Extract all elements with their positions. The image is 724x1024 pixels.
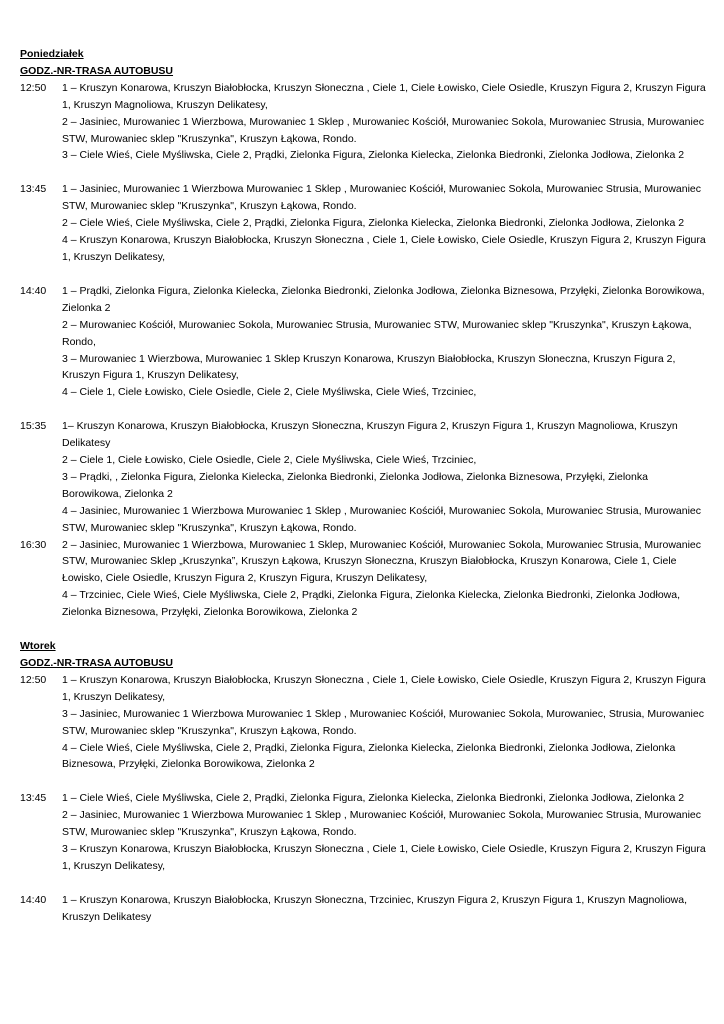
route-entry: 2 – Murowaniec Kościół, Murowaniec Sokola, Murowaniec Strusia, Murowaniec STW, Murowaniec sklep "Kruszynka", Kruszyn Łąkowa, Rondo,: [62, 318, 692, 348]
departure-time: 14:40: [20, 284, 47, 297]
departure-time: 13:45: [20, 792, 47, 805]
route-entry: 1 – Ciele Wieś, Ciele Myśliwska, Ciele 2, Prądki, Zielonka Figura, Zielonka Kielecka, Zielonka Biedronki, Zielonka Jodłowa, Zielonka 2: [62, 792, 685, 805]
departure-time: 12:50: [20, 673, 47, 686]
spacer: [20, 401, 710, 418]
route-entry: 4 – Trzciniec, Ciele Wieś, Ciele Myśliwska, Ciele 2, Prądki, Zielonka Figura, Zielonka Kielecka, Zielonka Biedronki, Zielonka Jodłowa, Zielonka Biznesowa, Przyłęki, Zielonka Borowikowa, Zielonka 2: [62, 589, 681, 619]
route-entry: 4 – Ciele Wieś, Ciele Myśliwska, Ciele 2, Prądki, Zielonka Figura, Zielonka Kielecka, Zielonka Biedronki, Zielonka Jodłowa, Zielonka Biznesowa, Przyłęki, Zielonka Borowikowa, Zielonka 2: [62, 741, 676, 771]
time-block: [20, 283, 710, 401]
spacer: [20, 875, 710, 892]
route-entry: 2 – Jasiniec, Murowaniec 1 Wierzbowa Murowaniec 1 Sklep , Murowaniec Kościół, Murowaniec Sokola, Murowaniec Strusia, Murowaniec STW, Murowaniec sklep "Kruszynka", Kruszyn Łąkowa, Rondo.: [62, 809, 702, 839]
time-block: [20, 181, 710, 266]
route-list: [62, 790, 710, 875]
time-block: [20, 790, 710, 875]
time-block: [20, 537, 710, 622]
spacer: [20, 773, 710, 790]
day-section: [20, 638, 710, 926]
spacer: [20, 164, 710, 181]
route-list: [62, 672, 710, 773]
route-entry: 1 – Kruszyn Konarowa, Kruszyn Białobłocka, Kruszyn Słoneczna, Trzciniec, Kruszyn Figura 2, Kruszyn Figura 1, Kruszyn Magnoliowa, Kruszyn Delikatesy: [62, 893, 688, 923]
time-block: [20, 418, 710, 536]
route-list: [62, 80, 710, 165]
day-title: Poniedziałek: [20, 48, 84, 60]
time-block: [20, 892, 710, 926]
route-list: [62, 892, 710, 926]
route-entry: 1 – Kruszyn Konarowa, Kruszyn Białobłocka, Kruszyn Słoneczna , Ciele 1, Ciele Łowisko, Ciele Osiedle, Kruszyn Figura 2, Kruszyn Figura 1, Kruszyn Magnoliowa, Kruszyn Delikatesy,: [62, 81, 706, 111]
time-block: [20, 672, 710, 773]
route-entry: 3 – Murowaniec 1 Wierzbowa, Murowaniec 1 Sklep Kruszyn Konarowa, Kruszyn Białobłocka, Kruszyn Słoneczna, Kruszyn Figura 2, Kruszyn Figura 1, Kruszyn Delikatesy,: [62, 352, 676, 382]
schedule-document: [20, 46, 710, 926]
time-block: [20, 80, 710, 165]
departure-time: 15:35: [20, 420, 47, 433]
route-entry: 3 – Kruszyn Konarowa, Kruszyn Białobłocka, Kruszyn Słoneczna , Ciele 1, Ciele Łowisko, Ciele Osiedle, Kruszyn Figura 2, Kruszyn Figura 1, Kruszyn Delikatesy,: [62, 843, 706, 872]
route-entry: 2 – Ciele 1, Ciele Łowisko, Ciele Osiedle, Ciele 2, Ciele Myśliwska, Ciele Wieś, Trzciniec,: [62, 454, 477, 467]
day-section: [20, 46, 710, 621]
departure-time: 12:50: [20, 81, 47, 94]
route-entry: 2 – Jasiniec, Murowaniec 1 Wierzbowa, Murowaniec 1 Sklep , Murowaniec Kościół, Murowaniec Sokola, Murowaniec Strusia, Murowaniec STW, Murowaniec sklep "Kruszynka", Kruszyn Łąkowa, Rondo.: [62, 115, 704, 145]
column-header: GODZ.-NR-TRASA AUTOBUSU: [20, 64, 174, 77]
route-entry: 2 – Jasiniec, Murowaniec 1 Wierzbowa, Murowaniec 1 Sklep, Murowaniec Kościół, Murowaniec Sokola, Murowaniec Strusia, Murowaniec STW, Murowaniec Sklep „Kruszynka”, Kruszyn Łąkowa, Kruszyn Słoneczna, Kruszyn Białobłocka, Kruszyn Konarowa, Ciele 1, Ciele Łowisko, Ciele Osiedle, Kruszyn Figura 2, Kruszyn Figura, Kruszyn Delikatesy,: [62, 538, 702, 585]
spacer: [20, 266, 710, 283]
route-entry: 3 – Jasiniec, Murowaniec 1 Wierzbowa Murowaniec 1 Sklep , Murowaniec Kościół, Murowaniec Sokola, Murowaniec, Strusia, Murowaniec STW, Murowaniec sklep "Kruszynka", Kruszyn Łąkowa, Rondo.: [62, 707, 704, 737]
route-list: [62, 283, 710, 401]
route-list: [62, 537, 710, 622]
route-entry: 4 – Kruszyn Konarowa, Kruszyn Białobłocka, Kruszyn Słoneczna , Ciele 1, Ciele Łowisko, Ciele Osiedle, Kruszyn Figura 2, Kruszyn Figura 1, Kruszyn Delikatesy,: [62, 234, 706, 263]
column-header: GODZ.-NR-TRASA AUTOBUSU: [20, 657, 174, 669]
route-entry: 4 – Ciele 1, Ciele Łowisko, Ciele Osiedle, Ciele 2, Ciele Myśliwska, Ciele Wieś, Trzciniec,: [62, 386, 477, 399]
route-list: [62, 181, 710, 266]
route-entry: 1 – Jasiniec, Murowaniec 1 Wierzbowa Murowaniec 1 Sklep , Murowaniec Kościół, Murowaniec Sokola, Murowaniec Strusia, Murowaniec STW, Murowaniec sklep "Kruszynka", Kruszyn Łąkowa, Rondo.: [62, 183, 702, 213]
route-list: [62, 418, 710, 536]
route-entry: 4 – Jasiniec, Murowaniec 1 Wierzbowa Murowaniec 1 Sklep , Murowaniec Kościół, Murowaniec Sokola, Murowaniec Strusia, Murowaniec STW, Murowaniec sklep "Kruszynka", Kruszyn Łąkowa, Rondo.: [62, 504, 702, 534]
spacer: [20, 621, 710, 638]
route-entry: 1 – Kruszyn Konarowa, Kruszyn Białobłocka, Kruszyn Słoneczna , Ciele 1, Ciele Łowisko, Ciele Osiedle, Kruszyn Figura 2, Kruszyn Figura 1, Kruszyn Delikatesy,: [62, 673, 706, 703]
route-entry: 1– Kruszyn Konarowa, Kruszyn Białobłocka, Kruszyn Słoneczna, Kruszyn Figura 2, Kruszyn Figura 1, Kruszyn Magnoliowa, Kruszyn Delikatesy: [62, 420, 678, 450]
departure-time: 16:30: [20, 538, 47, 551]
day-title: Wtorek: [20, 640, 56, 653]
route-entry: 3 – Ciele Wieś, Ciele Myśliwska, Ciele 2, Prądki, Zielonka Figura, Zielonka Kielecka, Zielonka Biedronki, Zielonka Jodłowa, Zielonka 2: [62, 149, 685, 162]
route-entry: 2 – Ciele Wieś, Ciele Myśliwska, Ciele 2, Prądki, Zielonka Figura, Zielonka Kielecka, Zielonka Biedronki, Zielonka Jodłowa, Zielonka 2: [62, 217, 685, 230]
route-entry: 3 – Prądki, , Zielonka Figura, Zielonka Kielecka, Zielonka Biedronki, Zielonka Jodłowa, Zielonka Biznesowa, Przyłęki, Zielonka Borowikowa, Zielonka 2: [62, 470, 648, 500]
departure-time: 14:40: [20, 893, 47, 906]
route-entry: 1 – Prądki, Zielonka Figura, Zielonka Kielecka, Zielonka Biedronki, Zielonka Jodłowa, Zielonka Biznesowa, Przyłęki, Zielonka Borowikowa, Zielonka 2: [62, 284, 705, 314]
departure-time: 13:45: [20, 183, 47, 196]
